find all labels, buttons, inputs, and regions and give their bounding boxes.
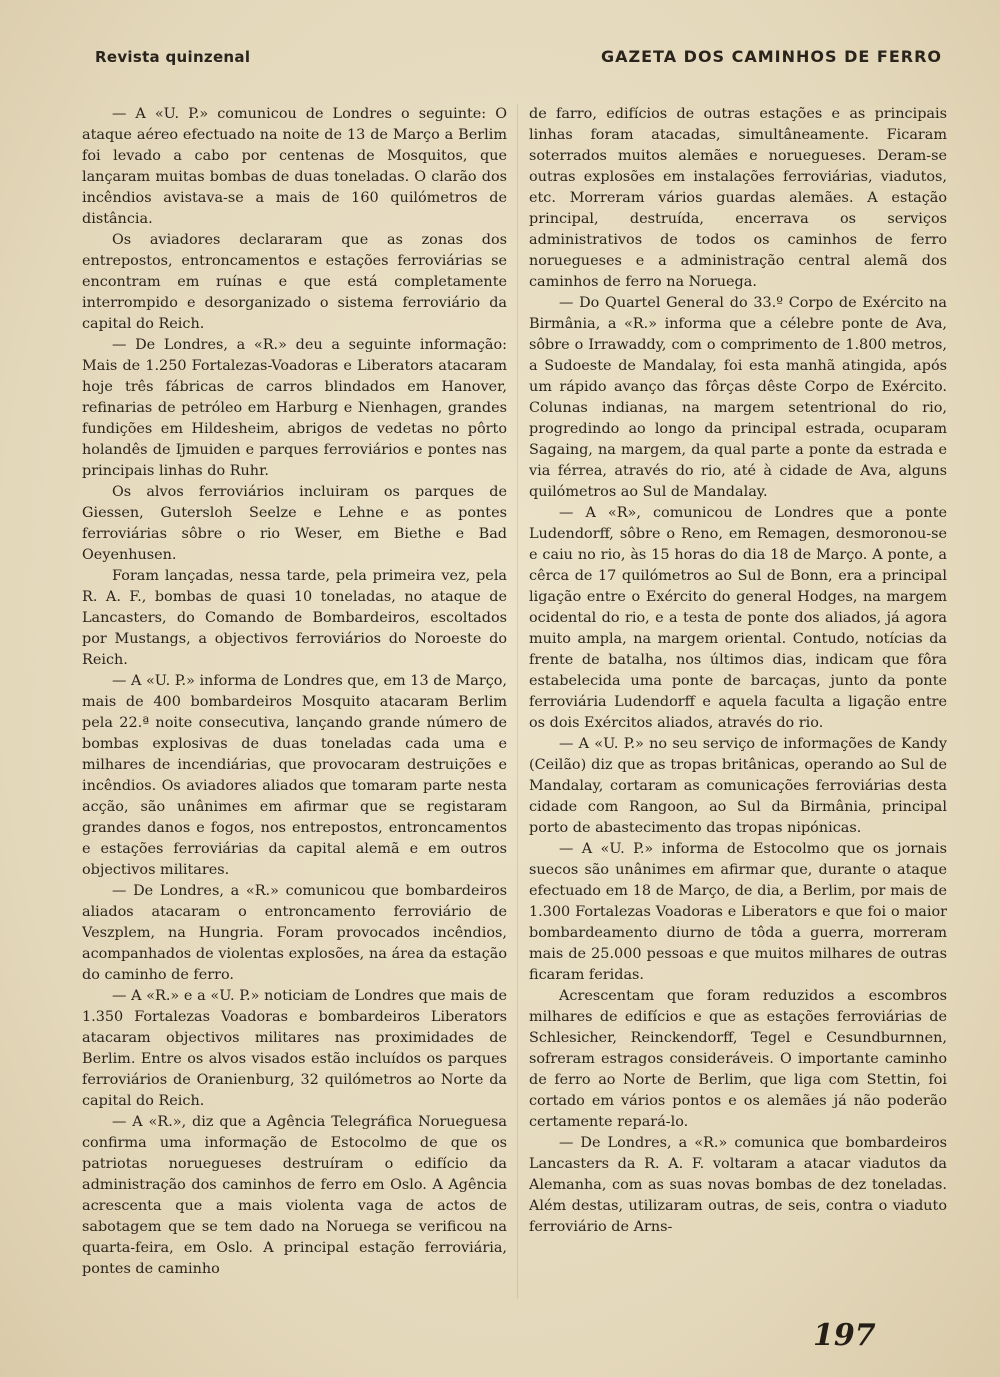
article-paragraph: — De Londres, a «R.» deu a seguinte informação: Mais de 1.250 Fortalezas-Voadoras e Liberators atacaram hoje três fábricas de carros blindados em Hanover, refinarias de petróleo em Harburg e Nienhagen, grandes fundições em Hildesheim, abrigos de vedetas no pôrto holandês de Ijmuiden e parques ferroviários e pontes nas principais linhas do Ruhr. — [82, 337, 507, 479]
article-paragraph: — A «U. P.» informa de Londres que, em 13 de Março, mais de 400 bombardeiros Mosquito atacaram Berlim pela 22.ª noite consecutiva, lançando grande número de bombas explosivas de duas toneladas cada uma e milhares de incendiárias, que provocaram destruições e incêndios. Os aviadores aliados que tomaram parte nesta acção, são unânimes em afirmar que se registaram grandes danos e fogos, nos entrepostos, entroncamentos e estações ferroviárias da capital alemã e em outros objectivos militares. — [82, 673, 507, 878]
article-paragraph: — De Londres, a «R.» comunicou que bombardeiros aliados atacaram o entroncamento ferroviário de Veszplem, na Hungria. Foram provocados incêndios, acompanhados de violentas explosões, na área da estação do caminho de ferro. — [82, 883, 507, 983]
article-paragraph: Acrescentam que foram reduzidos a escombros milhares de edifícios e que as estações ferroviárias de Schlesicher, Reinckendorff, Tegel e Cesundburnnen, sofreram estragos consideráveis. O importante caminho de ferro ao Norte de Berlim, que liga com Stettin, foi cortado em vários pontos e os alemães já não poderão certamente repará-lo. — [529, 988, 947, 1130]
column-divider — [517, 104, 518, 1299]
header-publication-frequency: Revista quinzenal — [95, 48, 251, 66]
article-paragraph: Foram lançadas, nessa tarde, pela primeira vez, pela R. A. F., bombas de quasi 10 toneladas, no ataque de Lancasters, do Comando de Bombardeiros, escoltados por Mustangs, a objectivos ferroviários do Noroeste do Reich. — [82, 568, 507, 668]
article-paragraph: Os aviadores declararam que as zonas dos entrepostos, entroncamentos e estações ferroviárias se encontram em ruínas e que está completamente interrompido e desorganizado o sistema ferroviário da capital do Reich. — [82, 232, 507, 332]
article-paragraph: — A «R.», diz que a Agência Telegráfica Norueguesa confirma uma informação de Estocolmo de que os patriotas noruegueses destruíram o edifício da administração dos caminhos de ferro em Oslo. A Agência acrescenta que a mais violenta vaga de actos de sabotagem que se tem dado na Noruega se verificou na quarta-feira, em Oslo. A principal estação ferroviária, pontes de caminho — [82, 1114, 507, 1277]
article-paragraph: — A «R.» e a «U. P.» noticiam de Londres que mais de 1.350 Fortalezas Voadoras e bombardeiros Liberators atacaram objectivos militares nas proximidades de Berlim. Entre os alvos visados estão incluídos os parques ferroviários de Oranienburg, 32 quilómetros ao Norte da capital do Reich. — [82, 988, 507, 1109]
article-paragraph: — Do Quartel General do 33.º Corpo de Exército na Birmânia, a «R.» informa que a célebre ponte de Ava, sôbre o Irrawaddy, com o comprimento de 1.800 metros, a Sudoeste de Mandalay, foi esta manhã atingida, após um rápido avanço das fôrças dêste Corpo de Exército. Colunas indianas, na margem setentrional do rio, progredindo ao longo da principal estrada, ocuparam Sagaing, na margem, da qual parte a ponte da estrada e via férrea, através do rio, até à cidade de Ava, alguns quilómetros ao Sul de Mandalay. — [529, 295, 947, 500]
header-journal-title: GAZETA DOS CAMINHOS DE FERRO — [600, 47, 942, 66]
article-paragraph: — A «R», comunicou de Londres que a ponte Ludendorff, sôbre o Reno, em Remagen, desmoronou-se e caiu no rio, às 15 horas do dia 18 de Março. A ponte, a cêrca de 17 quilómetros ao Sul de Bonn, era a principal ligação entre o Exército do general Hodges, na margem ocidental do rio, e a testa de ponte dos aliados, já agora muito ampla, na margem oriental. Contudo, notícias da frente de batalha, nos últimos dias, indicam que fôra estabelecida uma ponte de barcaças, junto da ponte ferroviária Ludendorff e aquela faculta a ligação entre os dois Exércitos aliados, através do rio. — [529, 505, 947, 731]
article-paragraph: — A «U. P.» no seu serviço de informações de Kandy (Ceilão) diz que as tropas britânicas, operando ao Sul de Mandalay, cortaram as comunicações ferroviárias desta cidade com Rangoon, ao Sul da Birmânia, principal porto de abastecimento das tropas nipónicas. — [529, 736, 947, 836]
article-paragraph: — A «U. P.» comunicou de Londres o seguinte: O ataque aéreo efectuado na noite de 13 de Março a Berlim foi levado a cabo por centenas de Mosquitos, que lançaram muitas bombas de duas toneladas. O clarão dos incêndios avistava-se a mais de 160 quilómetros de distância. — [82, 106, 507, 227]
article-paragraph-continued: de farro, edifícios de outras estações e as principais linhas foram atacadas, simultâneamente. Ficaram soterrados muitos alemães e noruegueses. Deram-se outras explosões em instalações ferroviárias, viadutos, etc. Morreram vários guardas alemães. A estação principal, destruída, encerrava os serviços administrativos de todos os caminhos de ferro noruegueses e a administração central alemã dos caminhos de ferro na Noruega. — [529, 106, 947, 290]
right-column — [529, 104, 947, 1304]
article-paragraph: — A «U. P.» informa de Estocolmo que os jornais suecos são unânimes em afirmar que, durante o ataque efectuado em 18 de Março, de dia, a Berlim, por mais de 1.300 Fortalezas Voadoras e Liberators e que foi o maior bombardeamento diurno de tôda a guerra, morreram mais de 25.000 pessoas e que muitos milhares de outras ficaram feridas. — [529, 841, 947, 983]
page-number: 197 — [813, 1318, 876, 1353]
running-header — [95, 46, 942, 72]
left-column — [82, 104, 507, 1304]
article-paragraph: Os alvos ferroviários incluiram os parques de Giessen, Gutersloh Seelze e Lehne e as pontes ferroviárias sôbre o rio Weser, em Biethe e Bad Oeyenhusen. — [82, 484, 507, 563]
article-paragraph: — De Londres, a «R.» comunica que bombardeiros Lancasters da R. A. F. voltaram a atacar viadutos da Alemanha, com as suas novas bombas de dez toneladas. Além destas, utilizaram outras, de seis, contra o viaduto ferroviário de Arns- — [529, 1135, 947, 1235]
